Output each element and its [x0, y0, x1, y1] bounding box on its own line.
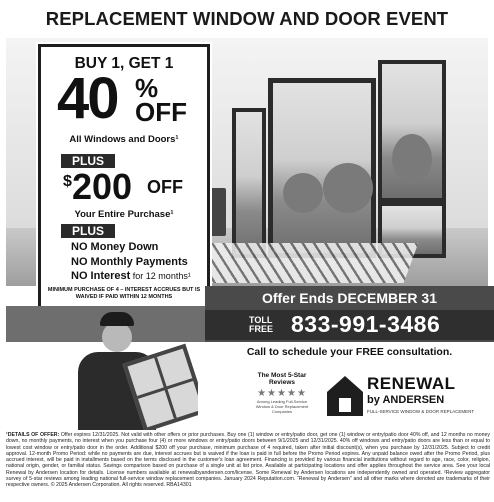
phone-number[interactable]: 833-991-3486 [291, 311, 441, 337]
window-center [268, 78, 376, 258]
call-to-schedule: Call to schedule your FREE consultation. [246, 346, 453, 358]
window-right [378, 60, 446, 258]
offer-box [38, 44, 210, 312]
window-left [232, 108, 266, 258]
dollar-amount: 200 [72, 166, 133, 207]
toll-free-label: TOLL FREE [249, 315, 274, 334]
percent-off [57, 67, 207, 131]
dollar-off-label: OFF [147, 177, 183, 197]
headline: REPLACEMENT WINDOW AND DOOR EVENT [45, 8, 449, 29]
percent-sign: % [135, 73, 159, 103]
no-monthly-payments: NO Monthly Payments [71, 255, 188, 268]
no-interest: NO Interest for 12 months¹ [71, 270, 191, 282]
buy-one-get-one: BUY 1, GET 1 [74, 55, 174, 72]
cta-bar [205, 286, 494, 342]
phone-row [205, 310, 494, 340]
dollar-sign: $ [63, 173, 72, 190]
percent-off-label: OFF [135, 97, 187, 127]
installer-photo [48, 312, 198, 430]
entire-purchase: Your Entire Purchase¹ [74, 209, 174, 220]
no-money-down: NO Money Down [71, 241, 159, 253]
rug [194, 243, 419, 283]
star-icons: ★★★★★ [257, 388, 307, 399]
minimum-purchase-note: MINIMUM PURCHASE OF 4 – INTEREST ACCRUES BUT IS WAIVED IF PAID WITHIN 12 MONTHS [47, 287, 201, 300]
offer-ends: Offer Ends DECEMBER 31 [261, 290, 438, 306]
no-list [71, 240, 191, 284]
renewal-by-andersen-logo: RENEWAL by ANDERSEN FULL-SERVICE WINDOW & DOOR REPLACEMENT [327, 374, 489, 424]
applies-to: All Windows and Doors¹ [69, 134, 179, 145]
reviews-badge: The Most 5-Star Reviews ★★★★★ Among Leading Full-Service Window & Door Replacement Companies [252, 372, 312, 414]
house-icon [327, 376, 363, 416]
plus-badge-1: PLUS [61, 154, 115, 168]
offer-details: ¹DETAILS OF OFFER: Offer expires 12/31/2025. Not valid with other offers or prior purchases. Buy one (1) window or entry/patio door, get one (1) window or entry/patio door 40% off, and 12 months no money down, no monthly payments, no interest when you purchase four (4) or more windows or entry/patio doors between 9/1/2025 and 12/31/2025. 40% off windows and entry/patio doors are less than or equal to lowest cost window or entry/patio door in the order. Additional $200 off your purchase, minimum purchase of 4 required, taken after initial discount(s), when you purchase by 12/31/2025. Subject to credit approval. 12-month Promo Period: while no payments are due, interest accrues but is waived if the loan is paid in full before the Promo Period expires. Any unpaid balance owed after the Promo Period, plus accrued interest, will be paid in installments based on the terms disclosed in the customer's loan agreement. Financing is provided by various financial institutions without regard to age, race, color, religion, national origin, gender, or familial status. Savings comparison based on purchase of a single unit at list price. Available at participating locations and offer applies throughout the service area. See your local Renewal by Andersen location for details. License numbers available at renewalbyandersen.com/license. Some Renewal by Andersen locations are independently owned and operated. ²Review aggregator survey of 5-star reviews among leading national full-service window replacement companies. January 2024 Reputation.com. “Renewal by Andersen” and all other marks where denoted are trademarks of their respective owners. © 2025 Andersen Corporation. All rights reserved. RBA14301 [6, 432, 490, 489]
percent-number: 40 [57, 66, 118, 131]
plus-badge-2: PLUS [61, 224, 115, 238]
